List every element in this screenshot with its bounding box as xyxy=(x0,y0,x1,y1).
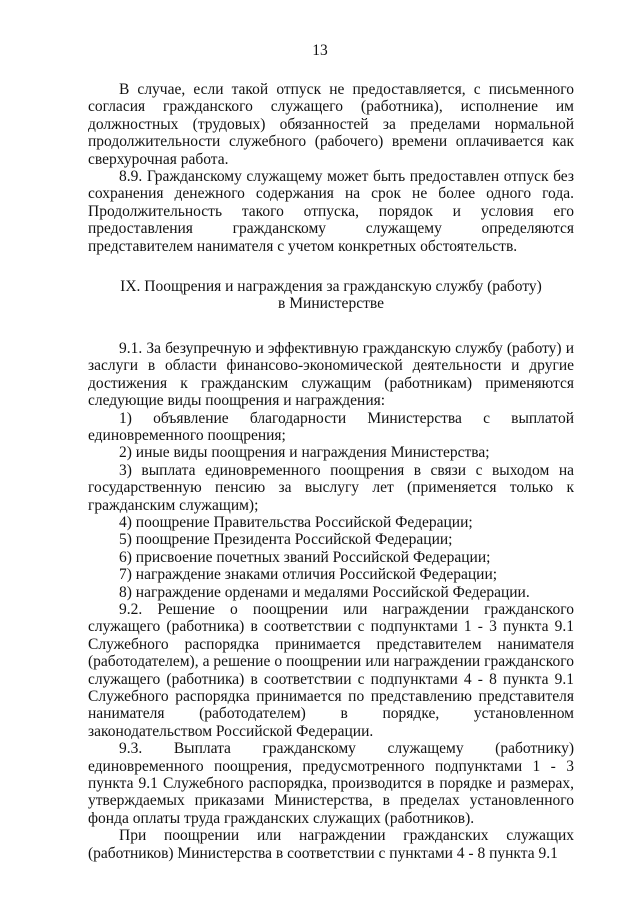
section-heading xyxy=(88,278,574,313)
list-item-2: 2) иные виды поощрения и награждения Министерства; xyxy=(119,444,490,462)
section-heading-line-2: в Министерстве xyxy=(278,295,384,313)
document-body xyxy=(88,81,574,862)
list-item-4: 4) поощрение Правительства Российской Федерации; xyxy=(119,513,473,531)
list-item-3: 3) выплата единовременного поощрения в связи с выходом на государственную пенсию за выслугу лет (применяется только к гражданским служащим); xyxy=(88,461,574,514)
section-heading-line-1: IX. Поощрения и награждения за гражданскую службу (работу) xyxy=(120,278,542,296)
list-item-7: 7) награждение знаками отличия Российской Федерации; xyxy=(119,566,498,584)
paragraph-8-9: 8.9. Гражданскому служащему может быть предоставлен отпуск без сохранения денежного содержания на срок не более одного года. Продолжительность такого отпуска, порядок и условия его предоставления гражданскому служащему определяются представителем нанимателя с учетом конкретных обстоятельств. xyxy=(88,168,574,255)
paragraph-9-3: 9.3. Выплата гражданскому служащему (работнику) единовременного поощрения, предусмотренного подпунктами 1 - 3 пункта 9.1 Служебного распорядка, производится в порядке и размерах, утверждаемых приказами Министерства, в пределах установленного фонда оплаты труда гражданских служащих (работников). xyxy=(88,740,574,827)
list-item-5: 5) поощрение Президента Российской Федерации; xyxy=(119,531,453,549)
list-item-6: 6) присвоение почетных званий Российской Федерации; xyxy=(119,548,491,566)
page-number: 13 xyxy=(312,42,328,59)
paragraph-9-2: 9.2. Решение о поощрении или награждении гражданского служащего (работника) в соответствии с подпунктами 1 - 3 пункта 9.1 Служебного распорядка принимается представителем нанимателя (работодателем), а решение о поощрении или награждении гражданского служащего (работника) в соответствии с подпунктами 4 - 8 пункта 9.1 Служебного распорядка принимается по представлению представителя нанимателя (работодателем) в порядке, установленном законодательством Российской Федерации. xyxy=(88,600,574,740)
list-item-1: 1) объявление благодарности Министерства с выплатой единовременного поощрения; xyxy=(88,409,574,444)
paragraph-awarding: При поощрении или награждении гражданских служащих (работников) Министерства в соответствии с пунктами 4 - 8 пункта 9.1 xyxy=(88,827,574,862)
list-item-8: 8) награждение орденами и медалями Российской Федерации. xyxy=(119,583,530,601)
paragraph-9-1: 9.1. За безупречную и эффективную гражданскую службу (работу) и заслуги в области финансово-экономической деятельности и другие достижения к гражданским служащим (работникам) применяются следующие виды поощрения и награждения: xyxy=(88,339,574,410)
paragraph-overtime: В случае, если такой отпуск не предоставляется, с письменного согласия гражданского служащего (работника), исполнение им должностных (трудовых) обязанностей за пределами нормальной продолжительности служебного (рабочего) времени оплачивается как сверхурочная работа. xyxy=(88,81,574,168)
